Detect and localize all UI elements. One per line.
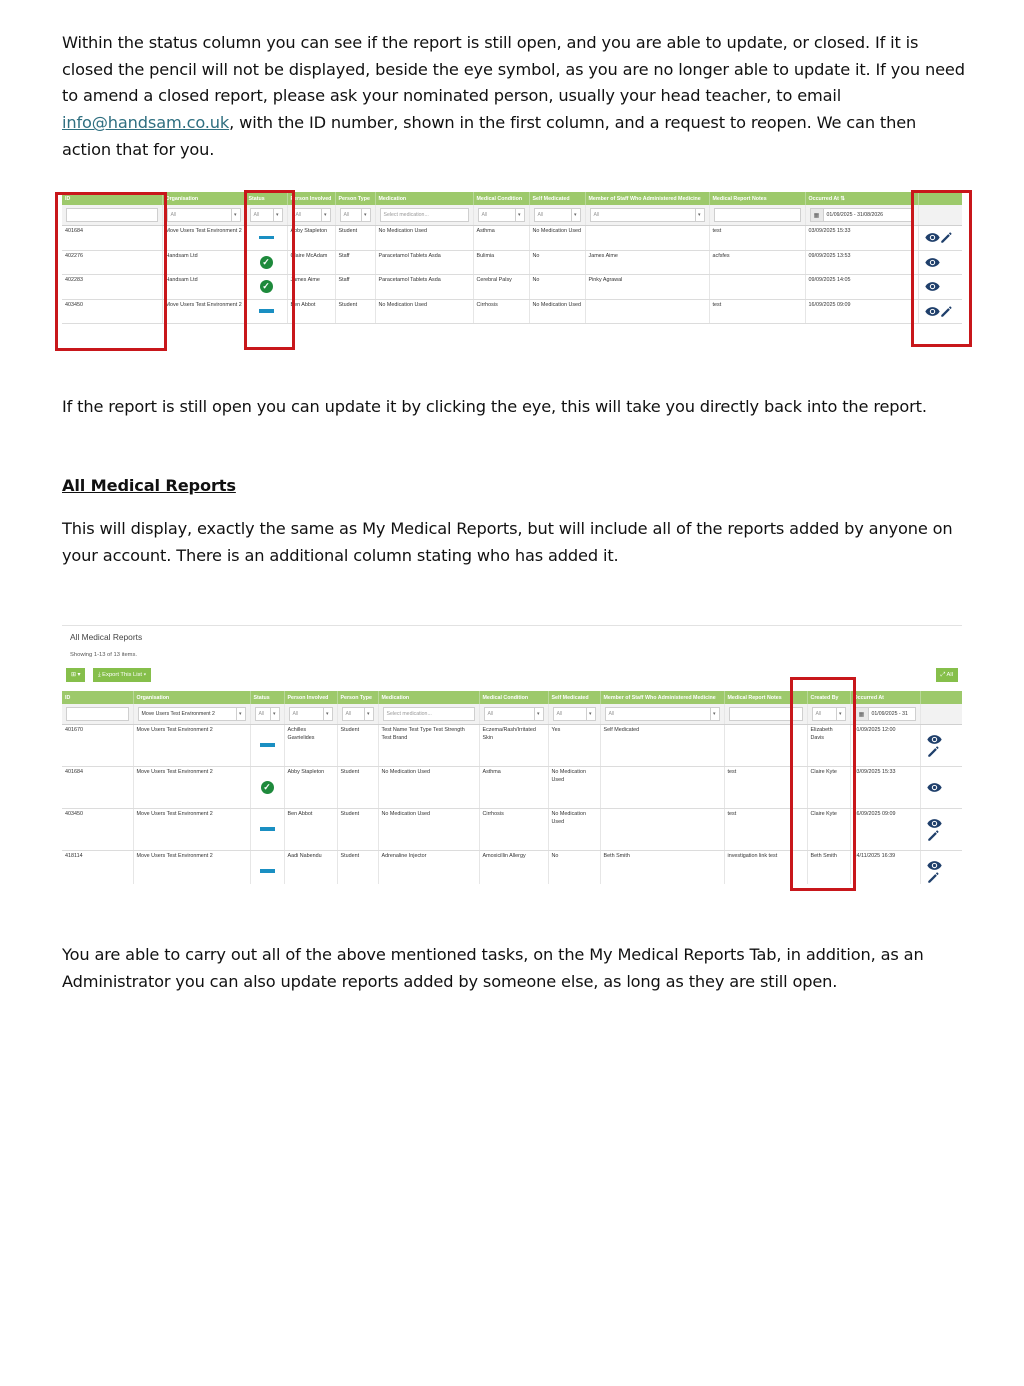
status-cell	[250, 767, 284, 809]
table-cell: Student	[335, 226, 375, 251]
organisation-filter[interactable]: Move Users Test Environment 2 ▾	[138, 707, 246, 721]
column-header[interactable]: Medical Condition	[473, 192, 529, 205]
table-row[interactable]	[62, 299, 962, 324]
table-cell: No Medication Used	[378, 767, 479, 809]
status-cell	[250, 809, 284, 851]
table-cell: 402276	[62, 250, 162, 275]
eye-icon[interactable]	[927, 782, 942, 793]
column-header[interactable]: Status	[245, 192, 287, 205]
status-open-icon	[260, 743, 275, 747]
status-explanation-paragraph: Within the status column you can see if the report is still open, and you are able to update, or closed. If it is closed the pencil will not be displayed, beside the eye symbol, as you are no longer able to update it. If you need to amend a closed report, please ask your nominated person, usually your head teacher, to email info@handsam.co.uk, with the ID number, shown in the first column, and a request to reopen. We can then action that for you.	[62, 33, 965, 159]
table-cell: Staff	[335, 275, 375, 300]
table-cell: 01/09/2025 12:00	[850, 725, 920, 767]
column-header[interactable]: Medication	[378, 691, 479, 704]
actions-cell	[920, 809, 962, 851]
table-cell: No Medication Used	[375, 226, 473, 251]
table-cell: Claire McAdam	[287, 250, 335, 275]
table-cell	[585, 299, 709, 324]
table-cell: No Medication Used	[375, 299, 473, 324]
table-cell: acfsfes	[709, 250, 805, 275]
grid-view-button[interactable]: ⊞ ▾	[66, 668, 85, 682]
calendar-icon: ▦	[810, 208, 824, 222]
eye-icon[interactable]	[927, 734, 942, 745]
table-cell: Amoxicillin Allergy	[479, 851, 548, 885]
table-cell: No Medication Used	[529, 299, 585, 324]
table-cell: Handsam Ltd	[162, 250, 245, 275]
table-cell: No Medication Used	[548, 809, 600, 851]
created-by-filter[interactable]: All ▾	[812, 707, 846, 721]
status-filter[interactable]: All ▾	[255, 707, 280, 721]
table-cell: test	[709, 299, 805, 324]
table-cell: Claire Kyte	[807, 767, 850, 809]
pencil-icon[interactable]	[927, 871, 940, 884]
actions-column-highlight	[911, 190, 972, 347]
table-cell: Paracetamol Tablets Asda	[375, 275, 473, 300]
table-cell: Cirrhosis	[473, 299, 529, 324]
table-cell: No Medication Used	[529, 226, 585, 251]
table-cell: No	[548, 851, 600, 885]
column-header[interactable]: Person Involved	[287, 192, 335, 205]
column-header[interactable]: Medical Report Notes	[709, 192, 805, 205]
actions-cell	[920, 851, 962, 885]
table-cell: 16/09/2025 09:09	[850, 809, 920, 851]
table-cell: Beth Smith	[807, 851, 850, 885]
table-cell: test	[724, 809, 807, 851]
status-cell	[250, 851, 284, 885]
column-header[interactable]: Organisation	[162, 192, 245, 205]
table-cell: Test Name Test Type Test Strength Test Brand	[378, 725, 479, 767]
table-cell	[600, 809, 724, 851]
table-cell: 03/09/2025 15:33	[850, 767, 920, 809]
table-cell: Move Users Test Environment 2	[133, 851, 250, 885]
table-row[interactable]	[62, 226, 962, 251]
column-header[interactable]: Member of Staff Who Administered Medicine	[585, 192, 709, 205]
table-cell: Student	[337, 851, 378, 885]
table-cell: Bulimia	[473, 250, 529, 275]
column-header[interactable]: Occurred At ⇅	[805, 192, 918, 205]
medical-condition-filter[interactable]: All ▾	[484, 707, 544, 721]
administrator-paragraph: You are able to carry out all of the above mentioned tasks, on the My Medical Reports Tab, in addition, as an Administrator you can also update reports added by someone else, as long as they are still open.	[62, 945, 924, 991]
medical-condition-filter[interactable]: All ▾	[478, 208, 525, 222]
pencil-icon[interactable]	[927, 829, 940, 842]
column-header[interactable]: Organisation	[133, 691, 250, 704]
table-cell: Asthma	[473, 226, 529, 251]
column-header[interactable]: ID	[62, 192, 162, 205]
id-column-highlight	[55, 192, 167, 351]
column-header[interactable]: Self Medicated	[529, 192, 585, 205]
eye-icon[interactable]	[927, 818, 942, 829]
column-header[interactable]: Member of Staff Who Administered Medicine	[600, 691, 724, 704]
table-cell: Pinky Agrawal	[585, 275, 709, 300]
column-header[interactable]	[920, 691, 962, 704]
person-type-filter[interactable]: All ▾	[340, 208, 371, 222]
calendar-icon: ▦	[855, 707, 869, 721]
staff-filter[interactable]: All ▾	[590, 208, 705, 222]
table-cell: No	[529, 275, 585, 300]
table-cell: 403450	[62, 809, 133, 851]
id-filter-input[interactable]	[66, 707, 129, 721]
person-involved-filter[interactable]: All ▾	[289, 707, 333, 721]
items-count: Showing 1-13 of 13 items.	[70, 652, 138, 658]
column-header[interactable]: Medical Condition	[479, 691, 548, 704]
table-cell: Achilles Gavrielides	[284, 725, 337, 767]
my-medical-reports-screenshot	[62, 192, 962, 337]
table-cell: Elizabeth Davis	[807, 725, 850, 767]
table-cell: Eczema/Rash/Irritated Skin	[479, 725, 548, 767]
all-reports-description-paragraph: This will display, exactly the same as My Medical Reports, but will include all of the reports added by anyone on your account. There is an additional column stating who has added it.	[62, 519, 953, 565]
table-cell: Abby Stapleton	[284, 767, 337, 809]
table-cell: 418114	[62, 851, 133, 885]
column-header[interactable]: Occurred At	[850, 691, 920, 704]
table-cell: Student	[335, 299, 375, 324]
table-cell: James Aime	[287, 275, 335, 300]
table-cell	[600, 767, 724, 809]
table-cell: 401684	[62, 226, 162, 251]
status-closed-check-icon: ✓	[261, 781, 274, 794]
update-open-report-paragraph: If the report is still open you can update it by clicking the eye, this will take you directly back into the report.	[62, 397, 927, 416]
table-cell: Cerebral Palsy	[473, 275, 529, 300]
table-cell: 03/09/2025 15:33	[805, 226, 918, 251]
table-cell: 09/09/2025 13:53	[805, 250, 918, 275]
table-cell: Self Medicated	[600, 725, 724, 767]
table-cell: No Medication Used	[548, 767, 600, 809]
eye-icon[interactable]	[927, 860, 942, 871]
column-header[interactable]: Status	[250, 691, 284, 704]
notes-filter-input[interactable]	[714, 208, 801, 222]
table-cell: Claire Kyte	[807, 809, 850, 851]
table-cell	[709, 275, 805, 300]
table-cell: investigation link test	[724, 851, 807, 885]
status-filter[interactable]: All ▾	[250, 208, 283, 222]
table-row[interactable]	[62, 250, 962, 275]
column-header[interactable]: Created By	[807, 691, 850, 704]
table-cell: Aadi Nabendu	[284, 851, 337, 885]
status-column-highlight	[244, 190, 295, 350]
table-cell: Student	[337, 767, 378, 809]
self-medicated-filter[interactable]: All ▾	[553, 707, 596, 721]
table-cell: Handsam Ltd	[162, 275, 245, 300]
date-range-filter[interactable]: ▦ 01/09/2025 - 31/08/2026	[810, 208, 914, 222]
self-medicated-filter[interactable]: All ▾	[534, 208, 581, 222]
column-header[interactable]: Medication	[375, 192, 473, 205]
column-header[interactable]: ID	[62, 691, 133, 704]
table-cell: test	[724, 767, 807, 809]
all-medical-reports-heading: All Medical Reports	[62, 476, 236, 495]
created-by-column-highlight	[790, 677, 856, 891]
column-header[interactable]: Self Medicated	[548, 691, 600, 704]
table-cell: Cirrhosis	[479, 809, 548, 851]
table-cell	[585, 226, 709, 251]
table-cell: Yes	[548, 725, 600, 767]
table-cell: Move Users Test Environment 2	[133, 767, 250, 809]
table-cell: test	[709, 226, 805, 251]
table-cell: Move Users Test Environment 2	[162, 226, 245, 251]
table-cell: 16/09/2025 09:09	[805, 299, 918, 324]
column-header[interactable]: Person Type	[335, 192, 375, 205]
table-cell: 24/11/2025 16:39	[850, 851, 920, 885]
table-cell: No	[529, 250, 585, 275]
table-cell: Move Users Test Environment 2	[162, 299, 245, 324]
table-cell: 401684	[62, 767, 133, 809]
table-cell: Ben Abbot	[287, 299, 335, 324]
status-cell	[250, 725, 284, 767]
person-type-filter[interactable]: All ▾	[342, 707, 374, 721]
date-range-filter[interactable]: ▦ 01/09/2025 - 31	[855, 707, 916, 721]
status-closed-check-icon: ✓	[260, 280, 273, 293]
column-header[interactable]: Person Type	[337, 691, 378, 704]
person-involved-filter[interactable]: All ▾	[292, 208, 331, 222]
staff-filter[interactable]: All ▾	[605, 707, 720, 721]
table-cell: Paracetamol Tablets Asda	[375, 250, 473, 275]
panel-title: All Medical Reports	[70, 632, 143, 642]
table-cell: Adrenaline Injector	[378, 851, 479, 885]
export-list-button[interactable]: ⤓ Export This List ▾	[93, 668, 151, 682]
actions-cell	[920, 725, 962, 767]
table-cell: 09/09/2025 14:05	[805, 275, 918, 300]
my-reports-table	[62, 192, 962, 324]
table-cell: Student	[337, 725, 378, 767]
table-cell: James Aime	[585, 250, 709, 275]
status-closed-check-icon: ✓	[260, 256, 273, 269]
organisation-filter[interactable]: All ▾	[167, 208, 241, 222]
medication-filter[interactable]: Select medication...	[380, 208, 469, 222]
actions-cell	[920, 767, 962, 809]
expand-all-button[interactable]: ⤢ All	[936, 668, 958, 682]
support-email-link[interactable]: info@handsam.co.uk	[62, 113, 230, 133]
table-cell: Asthma	[479, 767, 548, 809]
status-open-icon	[260, 827, 275, 831]
table-cell: Student	[337, 809, 378, 851]
table-cell: Abby Stapleton	[287, 226, 335, 251]
table-cell: Staff	[335, 250, 375, 275]
pencil-icon[interactable]	[927, 745, 940, 758]
column-header[interactable]: Person Involved	[284, 691, 337, 704]
column-header[interactable]: Medical Report Notes	[724, 691, 807, 704]
table-cell: 403450	[62, 299, 162, 324]
medication-filter[interactable]: Select medication...	[383, 707, 475, 721]
table-cell: Beth Smith	[600, 851, 724, 885]
table-cell: No Medication Used	[378, 809, 479, 851]
table-row[interactable]	[62, 275, 962, 300]
table-cell: 401670	[62, 725, 133, 767]
status-open-icon	[260, 869, 275, 873]
table-cell: 402283	[62, 275, 162, 300]
table-cell: Move Users Test Environment 2	[133, 809, 250, 851]
table-cell: Ben Abbot	[284, 809, 337, 851]
table-cell: Move Users Test Environment 2	[133, 725, 250, 767]
